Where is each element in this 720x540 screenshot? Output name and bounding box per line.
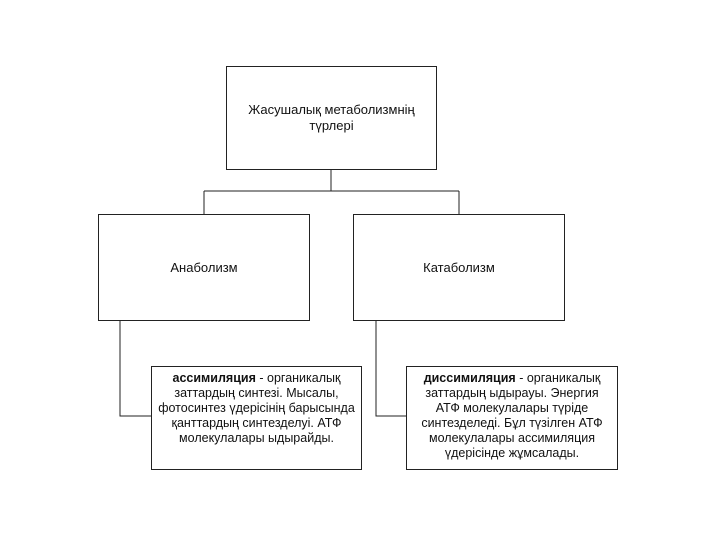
right-to-desc-connector [376,321,406,416]
catabolism-label: Катаболизм [423,259,495,275]
anabolism-label: Анаболизм [170,259,238,275]
catabolism-term: диссимиляция [423,371,516,385]
root-box [226,66,437,170]
anabolism-description: - органикалық заттардың синтезі. Мысалы, фотосинтез үдерісінің барысында қанттардың синтезделуі. АТФ молекулалары ыдырайды. [158,371,355,445]
catabolism-box [353,214,565,321]
catabolism-description-box [406,366,618,470]
anabolism-description-box [151,366,362,470]
anabolism-term: ассимиляция [172,371,256,385]
root-label: Жасушалық метаболизмнің түрлері [248,102,415,133]
catabolism-description: - органикалық заттардың ыдырауы. Энергия АТФ молекулалары түріде синтезделеді. Бұл түзілген АТФ молекулалары ассимиляция үдерісінде жұмсалады. [421,371,603,460]
anabolism-box [98,214,310,321]
left-to-desc-connector [120,321,151,416]
